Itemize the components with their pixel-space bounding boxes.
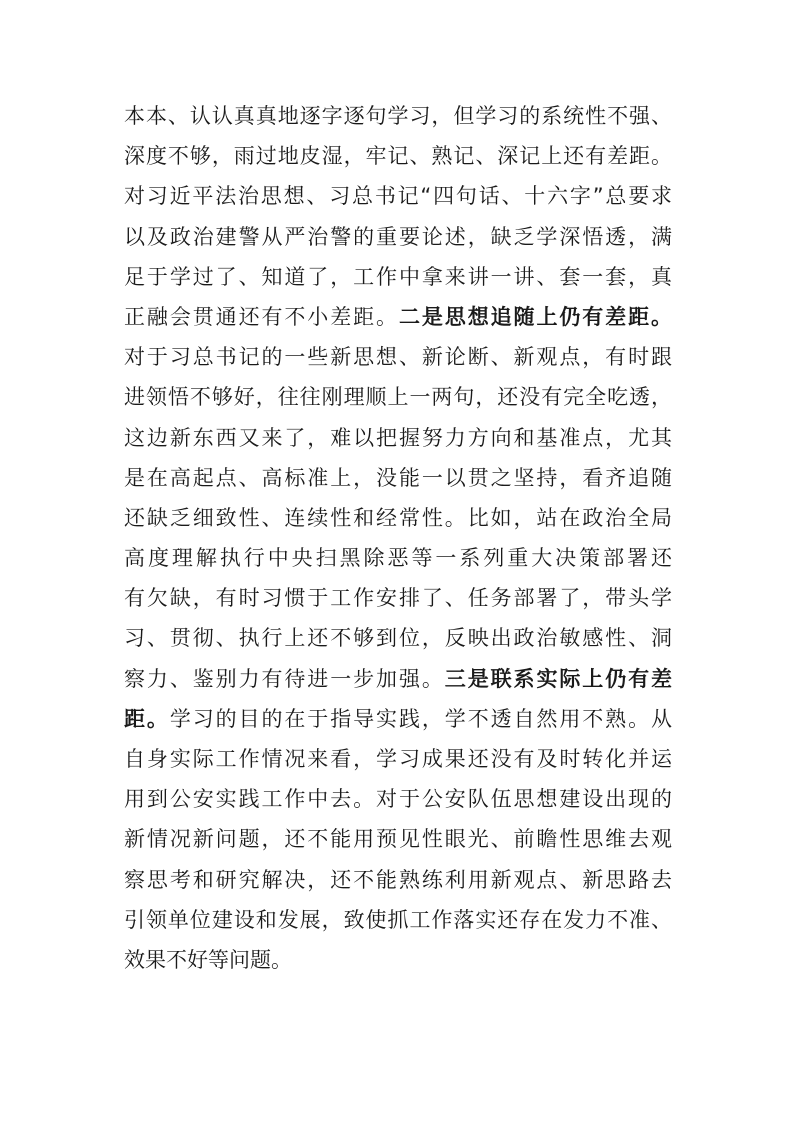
text-line xyxy=(124,618,672,658)
text-run: 正融会贯通还有不小差距。 xyxy=(124,304,399,329)
section-heading-3-end: 距。 xyxy=(124,706,170,731)
text-line xyxy=(124,418,672,458)
text-line xyxy=(124,176,672,216)
body-paragraph xyxy=(124,96,672,980)
text-run: 对习近平法治思想、习总书记“四句话、十六字”总要求 xyxy=(124,184,672,209)
section-heading-2: 二是思想追随上仍有差距。 xyxy=(398,304,673,329)
text-line xyxy=(124,217,672,257)
text-run: 自身实际工作情况来看，学习成果还没有及时转化并运 xyxy=(124,747,672,771)
text-run: 有欠缺，有时习惯于工作安排了、任务部署了，带头学 xyxy=(124,586,672,611)
text-line xyxy=(124,860,672,900)
text-line xyxy=(124,136,672,176)
text-run: 对于习总书记的一些新思想、新论断、新观点，有时跟 xyxy=(124,345,672,370)
text-line xyxy=(124,900,672,940)
text-line xyxy=(124,659,672,699)
text-line xyxy=(124,578,672,618)
text-run: 以及政治建警从严治警的重要论述，缺乏学深悟透，满 xyxy=(124,224,672,249)
text-line xyxy=(124,297,672,337)
text-run: 这边新东西又来了，难以把握努力方向和基准点，尤其 xyxy=(124,425,672,450)
text-line xyxy=(124,498,672,538)
text-run: 引领单位建设和发展，致使抓工作落实还存在发力不准、 xyxy=(124,907,672,932)
text-line xyxy=(124,819,672,859)
text-line xyxy=(124,257,672,297)
text-line xyxy=(124,96,672,136)
text-run: 高度理解执行中央扫黑除恶等一系列重大决策部署还 xyxy=(124,546,672,571)
text-line xyxy=(124,458,672,498)
text-line xyxy=(124,779,672,819)
text-line xyxy=(124,940,672,980)
text-line xyxy=(124,538,672,578)
text-run: 学习的目的在于指导实践，学不透自然用不熟。从 xyxy=(169,706,673,731)
text-run: 察思考和研究解决，还不能熟练利用新观点、新思路去 xyxy=(124,867,672,892)
text-run: 进领悟不够好，往往刚理顺上一两句，还没有完全吃透， xyxy=(124,385,672,410)
section-heading-3: 三是联系实际上仍有差 xyxy=(444,666,673,691)
text-line xyxy=(124,739,672,779)
text-run: 本本、认认真真地逐字逐句学习，但学习的系统性不强、 xyxy=(124,104,672,128)
text-run: 效果不好等问题。 xyxy=(124,947,292,972)
text-line xyxy=(124,377,672,417)
text-run: 习、贯彻、执行上还不够到位，反映出政治敏感性、洞 xyxy=(124,626,672,651)
text-run: 察力、鉴别力有待进一步加强。 xyxy=(124,666,445,691)
text-run: 还缺乏细致性、连续性和经常性。比如，站在政治全局 xyxy=(124,505,672,530)
text-run: 深度不够，雨过地皮湿，牢记、熟记、深记上还有差距。 xyxy=(124,144,672,169)
text-run: 足于学过了、知道了，工作中拿来讲一讲、套一套，真 xyxy=(124,264,672,289)
text-run: 是在高起点、高标准上，没能一以贯之坚持，看齐追随 xyxy=(124,465,672,490)
text-run: 新情况新问题，还不能用预见性眼光、前瞻性思维去观 xyxy=(124,827,672,852)
text-line xyxy=(124,699,672,739)
text-run: 用到公安实践工作中去。对于公安队伍思想建设出现的 xyxy=(124,787,672,812)
text-line xyxy=(124,337,672,377)
